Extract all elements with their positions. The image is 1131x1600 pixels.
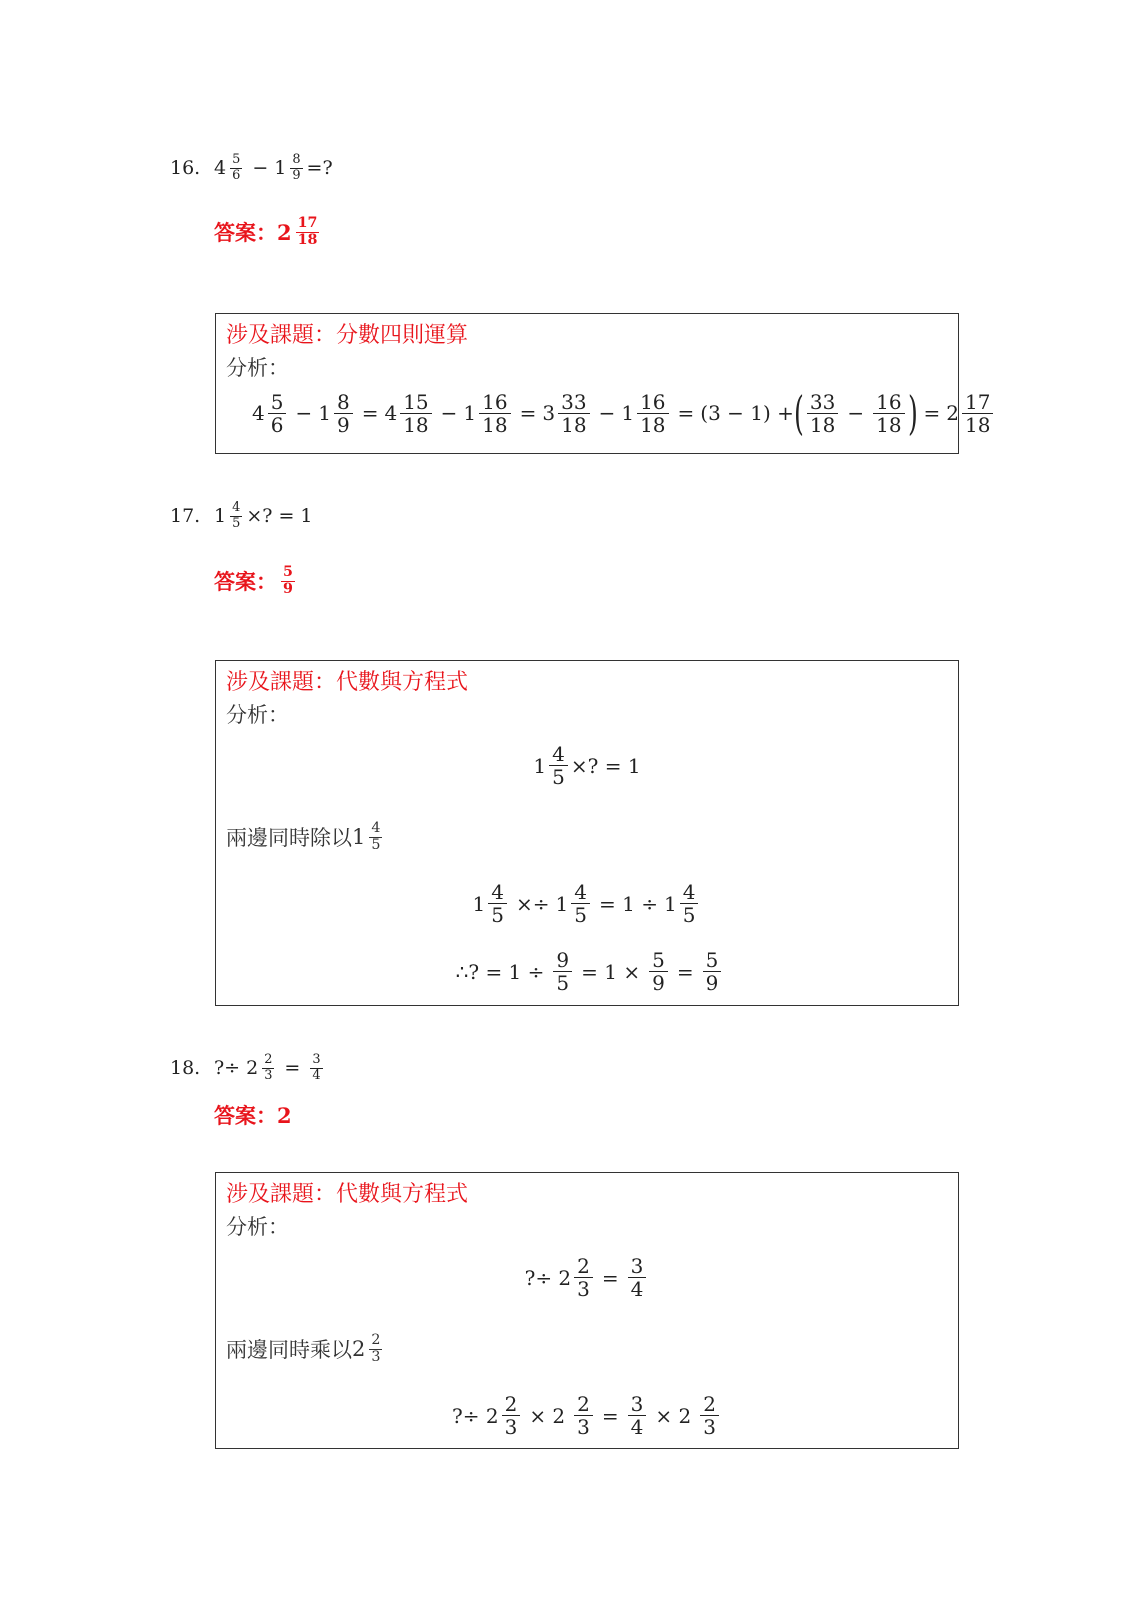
fraction: $\frac{2}{3}$: [264, 1052, 273, 1083]
analysis-label: 分析：: [226, 703, 289, 727]
equation: ?÷ 2 $\frac{2}{3}$ × 2 $\frac{2}{3}$ = $\frac{3}{4}$ × 2 $\frac{2}{3}$: [216, 1393, 958, 1438]
calculation-line: 4 $\frac{5}{6}$ − 1 $\frac{8}{9}$ = 4 $\frac{15}{18}$ − 1 $\frac{16}{18}$ = 3 $\frac{33}{18}$ − 1 $\frac{16}{18}$ = (3 − 1) + ( $\frac{33}{18}$ − $\frac{16}{18}$ ) = 2 $\frac{17}{18}$: [216, 390, 958, 436]
fraction: $\frac{4}{5}$: [488, 881, 507, 926]
analysis-box-18: [215, 1172, 959, 1449]
fraction: $\frac{4}{5}$: [680, 881, 699, 926]
fraction: $\frac{17}{18}$: [962, 391, 993, 436]
fraction: $\frac{16}{18}$: [479, 391, 510, 436]
fraction: $\frac{2}{3}$: [574, 1393, 593, 1438]
equation: 1 $\frac{4}{5}$ ×÷ 1 $\frac{4}{5}$ = 1 ÷ 1 $\frac{4}{5}$: [216, 881, 958, 926]
question-number: 18.: [170, 1057, 201, 1079]
question-17: [170, 496, 313, 536]
left-paren: (: [793, 386, 804, 440]
fraction: $\frac{33}{18}$: [807, 391, 838, 436]
fraction: $\frac{3}{4}$: [628, 1255, 647, 1300]
equation: 1 $\frac{4}{5}$ ×? = 1: [533, 742, 641, 789]
mixed-whole: 1: [274, 157, 287, 179]
mixed-whole: 1: [214, 505, 227, 527]
fraction: $\frac{5}{6}$: [268, 391, 287, 436]
right-paren: ): [907, 386, 918, 440]
fraction: $\frac{2}{3}$: [371, 1332, 381, 1365]
question-16: [170, 148, 333, 188]
equation: ?÷ 2 $\frac{2}{3}$ = $\frac{3}{4}$: [216, 1255, 958, 1300]
question-tail: =?: [306, 157, 333, 179]
analysis-box-17: [215, 660, 959, 1006]
question-number: 16.: [170, 157, 201, 179]
mixed-whole: 2: [246, 1057, 259, 1079]
fraction: $\frac{3}{4}$: [628, 1393, 647, 1438]
answer-value: 2: [277, 1102, 292, 1128]
analysis-label: 分析：: [226, 356, 289, 380]
topic-heading: 涉及課題：代數與方程式: [226, 1182, 469, 1207]
fraction: $\frac{8}{9}$: [334, 391, 353, 436]
answer-label: 答案：: [214, 1103, 277, 1128]
minus-sign: −: [252, 157, 269, 179]
question-tail: ×? = 1: [246, 505, 313, 527]
fraction: $\frac{4}{5}$: [571, 881, 590, 926]
fraction: $\frac{5}{6}$: [232, 152, 241, 183]
fraction: $\frac{4}{5}$: [232, 500, 241, 531]
answer-whole: 2: [277, 219, 292, 245]
question-number: 17.: [170, 505, 201, 527]
analysis-label: 分析：: [226, 1215, 289, 1239]
equation: ∴? = 1 ÷ $\frac{9}{5}$ = 1 × $\frac{5}{9}$ = $\frac{5}{9}$: [216, 949, 958, 994]
fraction: $\frac{2}{3}$: [700, 1393, 719, 1438]
fraction: $\frac{5}{9}$: [703, 949, 722, 994]
answer-fraction: $\frac{5}{9}$: [283, 564, 293, 597]
fraction: $\frac{4}{5}$: [371, 820, 381, 853]
fraction: $\frac{16}{18}$: [637, 391, 668, 436]
instruction-text: 兩邊同時除以 1 $\frac{4}{5}$: [226, 821, 386, 853]
answer-17: [214, 565, 299, 597]
fraction: $\frac{5}{9}$: [649, 949, 668, 994]
answer-label: 答案：: [214, 220, 277, 246]
topic-heading: 涉及課題：分數四則運算: [226, 323, 469, 348]
fraction: $\frac{15}{18}$: [400, 391, 431, 436]
instruction-text: 兩邊同時乘以 2 $\frac{2}{3}$: [226, 1333, 386, 1365]
fraction: $\frac{9}{5}$: [553, 949, 572, 994]
fraction: $\frac{3}{4}$: [312, 1052, 321, 1083]
fraction: $\frac{8}{9}$: [292, 152, 301, 183]
answer-fraction: $\frac{17}{18}$: [297, 215, 318, 248]
fraction: $\frac{4}{5}$: [549, 743, 568, 788]
answer-16: [214, 216, 323, 248]
question-18: 18. ?÷ 2 $\frac{2}{3}$ = $\frac{3}{4}$: [170, 1048, 327, 1088]
topic-heading: 涉及課題：代數與方程式: [226, 670, 469, 695]
fraction: $\frac{2}{3}$: [574, 1255, 593, 1300]
answer-label: 答案：: [214, 569, 277, 595]
answer-18: [214, 1100, 292, 1130]
mixed-whole: 4: [214, 157, 227, 179]
fraction: $\frac{33}{18}$: [558, 391, 589, 436]
fraction: $\frac{16}{18}$: [873, 391, 904, 436]
analysis-box-16: [215, 313, 991, 454]
fraction: $\frac{2}{3}$: [502, 1393, 521, 1438]
